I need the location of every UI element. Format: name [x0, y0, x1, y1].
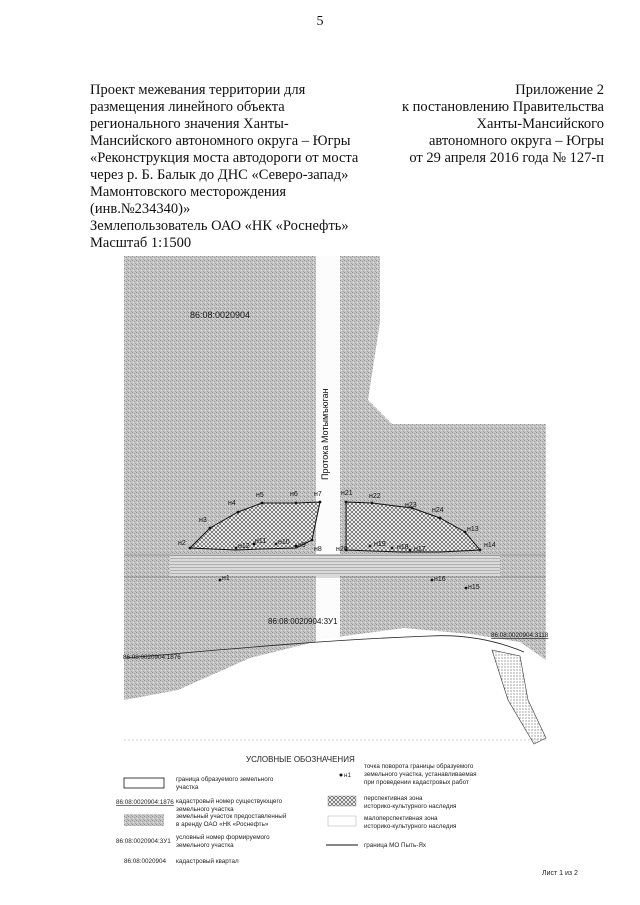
sheet-number: Лист 1 из 2 [542, 870, 578, 877]
legend-text: земельного участка [176, 842, 234, 849]
point-marker [464, 531, 467, 534]
point-label: н20 [336, 546, 348, 553]
point-marker [391, 547, 394, 550]
legend-text: условный номер формируемого [176, 834, 270, 841]
point-marker [431, 579, 434, 582]
legend-sample-point: н1 [344, 772, 351, 779]
point-marker [345, 501, 348, 504]
point-marker [439, 517, 442, 520]
appendix-line: к постановлению Правительства [402, 99, 604, 115]
point-marker [235, 547, 238, 550]
point-marker [275, 543, 278, 546]
point-label: н7 [314, 491, 322, 498]
river-channel [316, 256, 340, 740]
cadastral-number-right: 86:08:0020904:3118 [491, 632, 549, 639]
legend-text: земельного участка [176, 806, 234, 813]
point-label: н21 [341, 490, 353, 497]
point-marker [371, 502, 374, 505]
legend-sample-new: 86:08:0020904:3У1 [116, 838, 171, 845]
point-label: н17 [414, 546, 426, 553]
legend-text: при проведении кадастровых работ [364, 779, 469, 786]
point-label: н19 [374, 541, 386, 548]
legend-swatch-heritage [328, 796, 356, 806]
legend-sample-quarter: 86:08:0020904 [124, 858, 167, 865]
title-line: Проект межевания территории для [90, 82, 306, 98]
point-marker [219, 579, 222, 582]
legend-text: земельный участок предоставленный [176, 813, 287, 820]
point-label: н15 [468, 584, 480, 591]
legend-text: историко-культурного наследия [364, 803, 457, 810]
dotted-strip [492, 650, 546, 744]
legend-swatch-boundary [124, 778, 164, 788]
point-label: н9 [298, 542, 306, 549]
point-label: н23 [405, 502, 417, 509]
title-line: Мамонтовского месторождения [90, 184, 287, 200]
legend-text: перспективная зона [364, 795, 423, 802]
legend-point-icon [340, 774, 343, 777]
point-marker [479, 549, 482, 552]
legend-text: граница образуемого земельного [176, 776, 274, 783]
road-band [170, 554, 500, 576]
cadastral-number-left: 86:08:0020904:1876 [123, 654, 181, 661]
point-label: н10 [278, 539, 290, 546]
legend-text: кадастровый квартал [176, 858, 239, 865]
point-label: н8 [314, 546, 322, 553]
page-number: 5 [316, 14, 324, 29]
point-marker [189, 547, 192, 550]
point-marker [409, 549, 412, 552]
point-label: н6 [290, 491, 298, 498]
point-label: н5 [256, 492, 264, 499]
legend-text: малоперспективная зона [364, 815, 438, 822]
point-marker [209, 527, 212, 530]
point-label: н22 [369, 493, 381, 500]
legend-text: кадастровый номер существующего [176, 798, 283, 805]
legend-swatch-low-zone [328, 816, 356, 826]
point-label: н4 [228, 500, 236, 507]
appendix-line: Ханты-Мансийского [476, 116, 604, 132]
quarter-label: 86:08:0020904 [190, 310, 251, 320]
point-marker [319, 501, 322, 504]
title-line: Землепользователь ОАО «НК «Роснефть» [90, 218, 349, 234]
appendix-line: Приложение 2 [515, 82, 604, 98]
legend-swatch-lease [124, 814, 164, 826]
point-label: н12 [238, 543, 250, 550]
point-label: н14 [484, 542, 496, 549]
title-line: Мансийского автономного округа – Югры [90, 133, 351, 149]
point-label: н3 [199, 517, 207, 524]
point-marker [261, 502, 264, 505]
point-marker [369, 545, 372, 548]
title-line: регионального значения Ханты- [90, 116, 289, 132]
point-label: н24 [432, 507, 444, 514]
point-label: н1 [222, 575, 230, 582]
parcel-number-label: 86:08:0020904:3У1 [268, 617, 338, 626]
legend-text: участка [176, 784, 199, 791]
point-marker [295, 502, 298, 505]
legend-text: граница МО Пыть-Ях [364, 842, 427, 849]
title-line: Масштаб 1:1500 [90, 235, 192, 251]
title-line: размещения линейного объекта [90, 99, 285, 115]
point-label: н18 [397, 544, 409, 551]
title-line: «Реконструкция моста автодороги от моста [90, 150, 359, 166]
point-label: н13 [467, 526, 479, 533]
point-label: н2 [178, 540, 186, 547]
appendix-line: от 29 апреля 2016 года № 127-п [409, 150, 604, 166]
legend-text: в аренду ОАО «НК «Роснефть» [176, 821, 269, 828]
point-marker [237, 511, 240, 514]
legend-heading: УСЛОВНЫЕ ОБОЗНАЧЕНИЯ [246, 755, 355, 764]
point-marker [295, 545, 298, 548]
point-marker [465, 587, 468, 590]
legend-text: историко-культурного наследия [364, 823, 457, 830]
point-label: н11 [255, 538, 267, 545]
legend-sample-existing: 86:08:0020904:1876 [116, 799, 174, 806]
legend-text: земельного участка, устанавливаемая [364, 771, 477, 778]
title-line: (инв.№234340)» [90, 201, 191, 217]
legend-text: точка поворота границы образуемого [364, 763, 474, 770]
appendix-line: автономного округа – Югры [428, 133, 604, 149]
point-label: н16 [434, 576, 446, 583]
point-marker [311, 539, 314, 542]
river-label: Протока Мотымъюган [320, 388, 330, 480]
title-line: через р. Б. Балык до ДНС «Северо-запад» [90, 167, 349, 183]
